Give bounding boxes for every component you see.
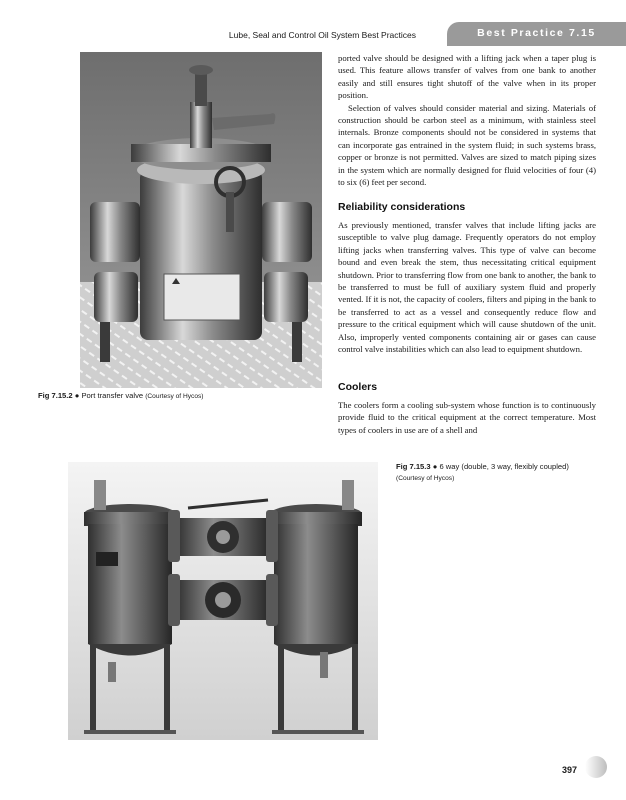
body-column-top [338,52,596,188]
caption-credit: (Courtesy of Hycos) [145,393,204,400]
paragraph-coolers: The coolers form a cooling sub-system whose function is to continuously provide fluid to the critical equipment at the correct temperature. Most types of coolers in use are of a shell and [338,400,596,435]
six-way-filter-photo [68,462,378,740]
figure-number: Fig 7.15.3 [396,462,431,471]
best-practice-label: Best Practice 7.15 [477,27,596,39]
paragraph-lifting-jack: ported valve should be designed with a lifting jack when a taper plug is used. This feature allows transfer of valves from one bank to another easily and still ensures tight shutoff of the valve when in its proper position. [338,53,596,101]
caption-text: 6 way (double, 3 way, flexibly coupled) [439,462,569,471]
section-reliability [338,201,596,213]
figure-number: Fig 7.15.2 [38,391,73,400]
body-column-coolers [338,399,596,436]
figure-caption-7-15-3 [396,461,611,484]
page-tab-circle [585,756,607,778]
paragraph-reliability: As previously mentioned, transfer valves that include lifting jacks are susceptible to valve plug damage. Frequently operators do not employ lifting jacks when transferring valves. This type of valve can become bound and even break the stem, thus necessitating critical equipment shutdown. Prior to transferring flow from one bank to another, the bank to be transferred to must be full of auxiliary system fluid and properly vented. If it is not, the capacity of coolers, filters and piping in the bank to be transferred to act as a vessel and consequently reduce flow and pressure to the critical equipment which will cause shutdown of the unit. Also, improperly vented components containing air or gases can cause control valve instabilities which can also lead to equipment shutdown. [338,220,596,355]
heading-reliability: Reliability considerations [338,201,466,213]
best-practice-tab [447,22,626,46]
page-header [0,0,626,46]
paragraph-materials: Selection of valves should consider material and sizing. Materials of construction should be carbon steel as a minimum, with stainless steel internals. Bronze components should not be considered in systems that can incorporate gas entrained in the system fluid; in such systems brass, copper or bronze is not permitted. Valves are sized to match piping sizes in the system which are normally designed for fluid velocities of four (4) to six (6) feet per second. [338,102,596,188]
caption-bullet: ● [432,462,438,471]
running-title: Lube, Seal and Control Oil System Best Practices [228,30,416,40]
caption-bullet: ● [74,391,80,400]
port-transfer-valve-photo [80,52,322,388]
body-column-reliability [338,219,596,355]
caption-text: Port transfer valve [81,391,144,400]
section-coolers [338,381,596,393]
caption-credit: (Courtesy of Hycos) [396,475,455,482]
figure-caption-7-15-2 [38,390,328,402]
page-number: 397 [562,765,578,775]
heading-coolers: Coolers [338,381,378,393]
